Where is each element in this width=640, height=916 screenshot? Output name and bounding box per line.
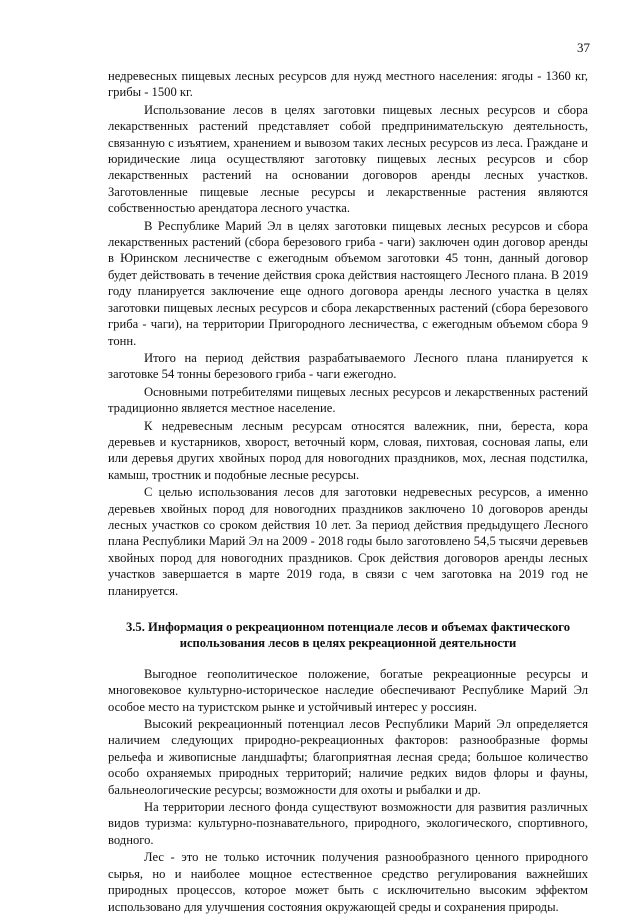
paragraph: Основными потребителями пищевых лесных ресурсов и лекарственных растений традиционно является местное население. — [108, 384, 588, 416]
paragraph: Выгодное геополитическое положение, богатые рекреационные ресурсы и многовековое культурно-историческое наследие обеспечивают Республике Марий Эл особое место на туристском рынке и устойчивый интерес у россиян. — [108, 666, 588, 714]
paragraph: недревесных пищевых лесных ресурсов для нужд местного населения: ягоды - 1360 кг, грибы - 1500 кг. — [108, 69, 588, 100]
paragraph: Использование лесов в целях заготовки пищевых лесных ресурсов и сбора лекарственных растений представляет собой предпринимательскую деятельность, связанную с изъятием, хранением и вывозом таких лесных ресурсов из леса. Граждане и юридические лица осуществляют заготовку пищевых лесных ресурсов и сбор лекарственных растений на основании договоров аренды лесных участков. Заготовленные пищевые лесные ресурсы и лекарственные растения являются собственностью арендатора лесного участка. — [108, 102, 588, 216]
paragraph: Лес - это не только источник получения разнообразного ценного природного сырья, но и наиболее мощное естественное средство регулирования важнейших природных процессов, которое может быть с исключительно высоким эффектом использовано для улучшения состояния окружающей среды и сохранения природы. — [108, 850, 588, 914]
section-heading: 3.5. Информация о рекреационном потенциале лесов и объемах фактического использования лесов в целях рекреационной деятельности — [125, 620, 571, 651]
document-body — [108, 68, 588, 916]
page-number: 37 — [577, 40, 590, 55]
paragraph: С целью использования лесов для заготовки недревесных ресурсов, а именно деревьев хвойных пород для новогодних праздников заключено 10 договоров аренды лесных участков со сроком действия 10 лет. За период действия предыдущего Лесного плана Республики Марий Эл на 2009 - 2018 годы было заготовлено 54,5 тысячи деревьев хвойных пород для новогодних праздников. Срок действия договоров аренды лесных участков завершается в марте 2019 года, в связи с чем заготовка на 2019 год не планируется. — [108, 485, 588, 598]
paragraph: Высокий рекреационный потенциал лесов Республики Марий Эл определяется наличием следующих природно-рекреационных факторов: разнообразные формы рельефа и живописные ландшафты; благоприятная лесная среда; большое количество особо охраняемых природных территорий; наличие редких видов флоры и фауны, бальнеологические ресурсы; возможности для охоты и рыбалки и др. — [108, 717, 588, 797]
paragraph: В Республике Марий Эл в целях заготовки пищевых лесных ресурсов и сбора лекарственных растений (сбора березового гриба - чаги) заключен один договор аренды в Юринском лесничестве с ежегодным объемом заготовки 45 тонн, данный договор будет действовать в течение действия срока действия настоящего Лесного плана. В 2019 году планируется заключение еще одного договора аренды лесного участка в целях заготовки пищевых лесных ресурсов и сбора лекарственных растений (сбора березового гриба - чаги), на территории Пригородного лесничества, с ежегодным объемом сбора 9 тонн. — [108, 218, 588, 348]
paragraph: На территории лесного фонда существуют возможности для развития различных видов туризма: культурно-познавательного, природного, экологического, спортивного, водного. — [108, 800, 588, 847]
paragraph: К недревесным лесным ресурсам относятся валежник, пни, береста, кора деревьев и кустарников, хворост, веточный корм, словая, пихтовая, сосновая лапы, ели или деревья других хвойных пород для новогодних праздников, мох, лесная подстилка, камыш, тростник и подобные лесные ресурсы. — [108, 418, 588, 482]
paragraph: Итого на период действия разрабатываемого Лесного плана планируется к заготовке 54 тонны березового гриба - чаги ежегодно. — [108, 350, 588, 382]
